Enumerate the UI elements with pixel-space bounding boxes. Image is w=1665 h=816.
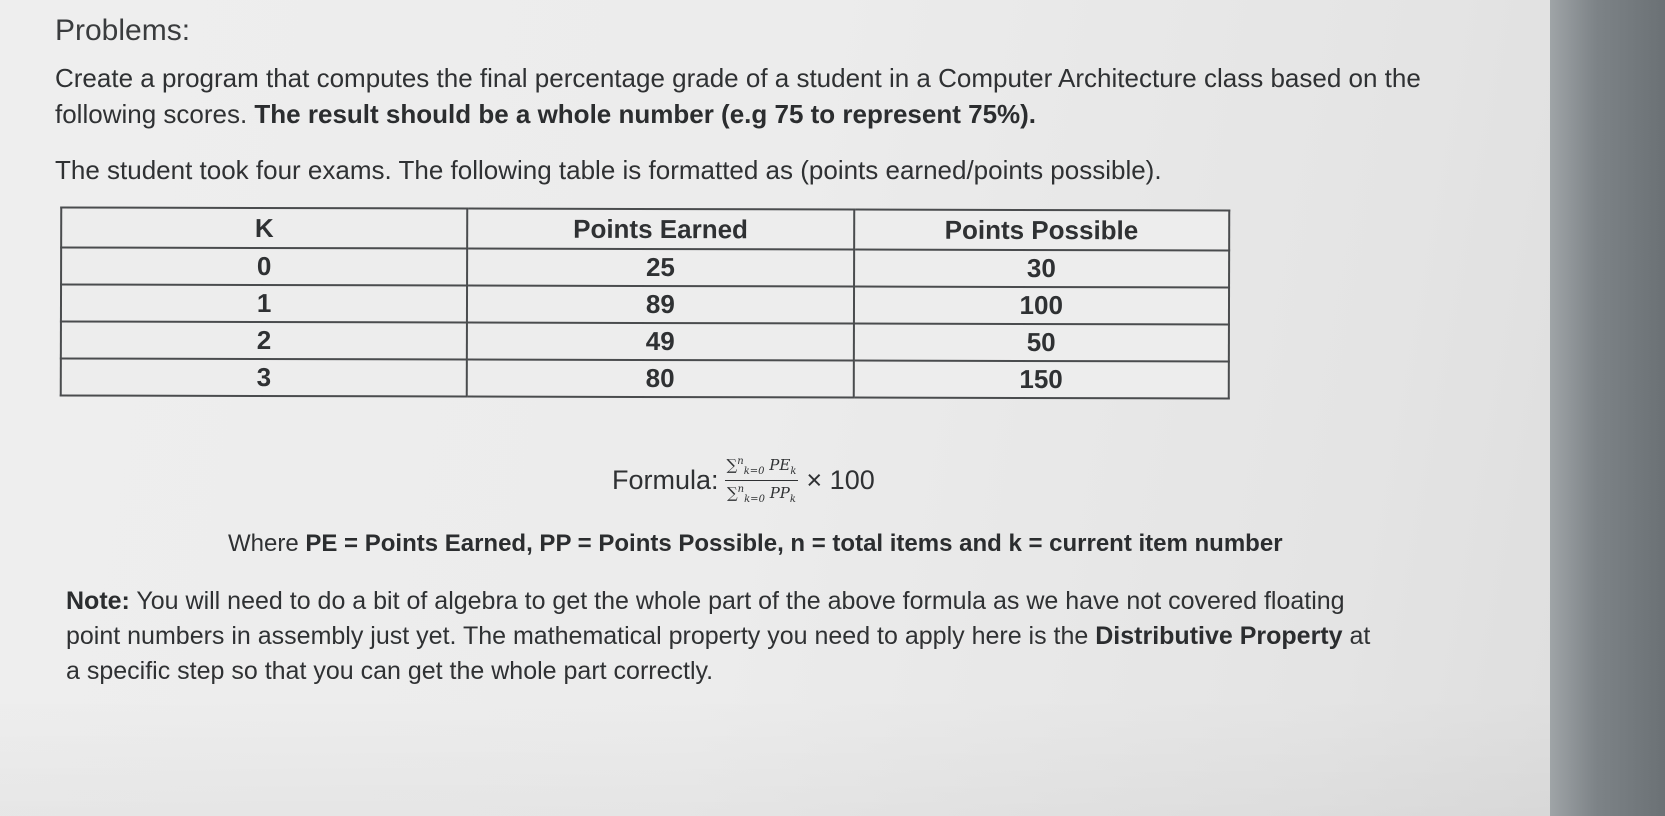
table-row — [61, 247, 1229, 287]
cell-points-possible: 50 — [853, 324, 1229, 362]
formula-numerator — [725, 456, 799, 481]
cell-k: 3 — [61, 358, 467, 396]
cell-points-earned: 25 — [467, 249, 853, 287]
note-text-2: at a specific step so that you can get the whole part correctly. — [66, 622, 1371, 685]
sigma-symbol: ∑ — [726, 456, 738, 474]
note-text-1: You will need to do a bit of algebra to get the whole part of the above formula as we have not covered floating point numbers in assembly just yet. The mathematical property you need to apply here is the — [66, 587, 1345, 650]
upper-limit: n — [737, 484, 745, 495]
intro-text: Create a program that computes the final percentage grade of a student in a Computer Architecture class based on the following scores. — [55, 63, 1421, 129]
definitions-line — [228, 530, 1283, 558]
sigma-symbol: ∑ — [726, 484, 738, 502]
intro-bold-text: The result should be a whole number (e.g 75 to represent 75%). — [254, 99, 1037, 129]
table-header-row — [61, 207, 1229, 250]
formula-fraction — [725, 456, 799, 505]
screen-edge-shadow — [1550, 0, 1665, 816]
cell-k: 0 — [61, 247, 467, 285]
table-intro-paragraph: The student took four exams. The following table is formatted as (points earned/points possible). — [55, 155, 1162, 185]
denominator-index: k — [789, 494, 796, 505]
formula — [612, 456, 875, 505]
table-row — [61, 321, 1229, 361]
lower-limit: k=0 — [743, 466, 765, 477]
numerator-index: k — [790, 466, 797, 477]
section-heading: Problems: — [55, 14, 191, 47]
cell-points-possible: 100 — [853, 287, 1229, 325]
numerator-term: PE — [769, 456, 791, 474]
header-points-possible: Points Possible — [854, 210, 1230, 251]
cell-points-earned: 49 — [467, 323, 853, 361]
table-row — [61, 284, 1229, 324]
cell-points-earned: 80 — [467, 360, 853, 398]
definitions-prefix: Where — [228, 530, 306, 557]
header-k: K — [61, 207, 467, 248]
cell-points-possible: 150 — [853, 361, 1229, 399]
note-paragraph — [66, 584, 1386, 689]
cell-k: 2 — [61, 321, 467, 359]
formula-multiplier: × 100 — [806, 465, 875, 495]
header-points-earned: Points Earned — [467, 209, 853, 250]
cell-k: 1 — [61, 284, 467, 322]
background-fade — [0, 696, 1550, 816]
note-bold-text: Distributive Property — [1095, 622, 1343, 650]
note-label: Note: — [66, 587, 130, 615]
intro-paragraph — [55, 60, 1455, 132]
lower-limit: k=0 — [744, 494, 765, 505]
formula-label: Formula: — [612, 465, 719, 495]
table-row — [61, 358, 1229, 398]
definitions-text: PE = Points Earned, PP = Points Possible, n = total items and k = current item number — [305, 530, 1283, 557]
scores-table — [60, 206, 1230, 399]
cell-points-possible: 30 — [854, 250, 1230, 288]
denominator-term: PP — [769, 484, 790, 502]
formula-denominator — [725, 481, 798, 505]
upper-limit: n — [737, 456, 744, 467]
cell-points-earned: 89 — [467, 286, 853, 324]
